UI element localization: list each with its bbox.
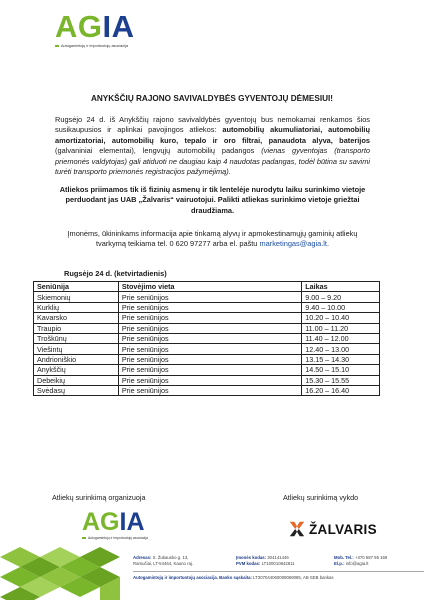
table-cell: Viešintų [34, 344, 119, 354]
table-cell: Prie seniūnijos [118, 313, 301, 323]
table-cell: 12.40 – 13.00 [302, 344, 380, 354]
table-cell: Debeikių [34, 375, 119, 385]
logo-text-ia: IA [102, 9, 135, 44]
table-cell: 11.40 – 12.00 [302, 333, 380, 343]
table-row [34, 375, 380, 385]
header-laikas: Laikas [302, 282, 380, 292]
table-cell: 16.20 – 16.40 [302, 385, 380, 395]
logo-text-ag: AG [55, 9, 103, 44]
contact-paragraph: Įmonėms, ūkininkams informacija apie tinkamą alyvų ir apmokestinamųjų gaminių atliekų tvarkymą teikiama tel. 0 620 97277 arba el. paštu marketingas@agia.lt. [67, 229, 358, 249]
agia-logo-organizer: AGIA Autogamintojų ir importuotojų asociacija [82, 508, 148, 540]
table-row [34, 302, 380, 312]
footer-divider [133, 571, 424, 572]
logo-subtitle: Autogamintojų ir importuotojų asociacija [61, 44, 129, 48]
table-cell: Prie seniūnijos [118, 344, 301, 354]
zalvaris-logo [288, 520, 377, 538]
table-row [34, 354, 380, 364]
table-cell: Troškūnų [34, 333, 119, 343]
table-cell: 14.50 – 15.10 [302, 365, 380, 375]
schedule-table [33, 281, 380, 396]
table-cell: 13.15 – 14.30 [302, 354, 380, 364]
table-cell: Prie seniūnijos [118, 354, 301, 364]
table-cell: Prie seniūnijos [118, 292, 301, 302]
table-cell: Traupio [34, 323, 119, 333]
table-cell: Prie seniūnijos [118, 323, 301, 333]
footer-address: Adresas: S. Žukausko g. 13, Ramučiai, LT-54464, Kauno raj. [133, 555, 194, 567]
table-header-row [34, 282, 380, 292]
rules-paragraph: Atliekos priimamos tik iš fizinių asmenų ir tik lentelėje nurodytu laiku surinkimo vietoje perduodant jas UAB „Žalvaris“ vairuotojui. Palikti atliekas surinkimo vietoje griežtai draudžiama. [59, 185, 366, 215]
page-title: ANYKŠČIŲ RAJONO SAVIVALDYBĖS GYVENTOJŲ DĖMESIUI! [90, 94, 334, 103]
table-row [34, 365, 380, 375]
agia-logo [55, 9, 135, 48]
footer-codes: Įmonės kodas: 304141446 PVM kodas: LT100010842811 [236, 555, 295, 567]
email-link[interactable]: marketingas@agia.lt [259, 239, 327, 249]
table-cell: 9.40 – 10.00 [302, 302, 380, 312]
table-cell: Svėdasų [34, 385, 119, 395]
table-cell: Andrioniškio [34, 354, 119, 364]
footer-bank: Autogamintojų ir importuotojų asociacija. Banko sąskaita: LT307044060008069085, AB SEB bankas [133, 575, 334, 580]
header-seniunija: Seniūnija [34, 282, 119, 292]
executor-label: Atliekų surinkimą vykdo [283, 493, 359, 502]
table-cell: Prie seniūnijos [118, 365, 301, 375]
table-cell: Skiemonių [34, 292, 119, 302]
table-cell: 15.30 – 15.55 [302, 375, 380, 385]
table-row [34, 323, 380, 333]
table-cell: 11.00 – 11.20 [302, 323, 380, 333]
header-vieta: Stovėjimo vieta [118, 282, 301, 292]
table-row [34, 344, 380, 354]
table-cell: Prie seniūnijos [118, 333, 301, 343]
table-cell: Prie seniūnijos [118, 302, 301, 312]
schedule-date: Rugsėjo 24 d. (ketvirtadienis) [64, 269, 167, 278]
table-cell: Prie seniūnijos [118, 385, 301, 395]
table-row [34, 292, 380, 302]
intro-paragraph: Rugsėjo 24 d. iš Anykščių rajono savivaldybės gyventojų bus nemokamai renkamos šios susikaupusios ir aplinkai pavojingos atliekos: automobilių akumuliatoriai, automobilių amortizatoriai, automobilių kuro, tepalo ir oro filtrai, panaudota alyva, baterijos (galvaniniai elementai), lengvųjų automobilių padangos (vienas gyventojas (transporto priemonės valdytojas) gali atiduoti ne daugiau kaip 4 naudotas padangas, todėl būtina su savimi turėti transporto priemonės registracijos pažymėjimą). [55, 115, 370, 177]
table-cell: Prie seniūnijos [118, 375, 301, 385]
table-cell: Kurklių [34, 302, 119, 312]
organizer-label: Atliekų surinkimą organizuoja [52, 493, 146, 502]
table-cell: Kavarsko [34, 313, 119, 323]
table-cell: Anykščių [34, 365, 119, 375]
footer-contacts: Mob. Tel.: +370 687 95 159 El.p.: info@agia.lt [334, 555, 388, 567]
table-cell: 10.20 – 10.40 [302, 313, 380, 323]
footer-pattern-icon [0, 547, 120, 600]
table-row [34, 333, 380, 343]
zalvaris-name: ŽALVARIS [309, 521, 377, 537]
zalvaris-mark-icon [288, 520, 306, 538]
table-row [34, 385, 380, 395]
table-row [34, 313, 380, 323]
table-cell: 9.00 – 9.20 [302, 292, 380, 302]
